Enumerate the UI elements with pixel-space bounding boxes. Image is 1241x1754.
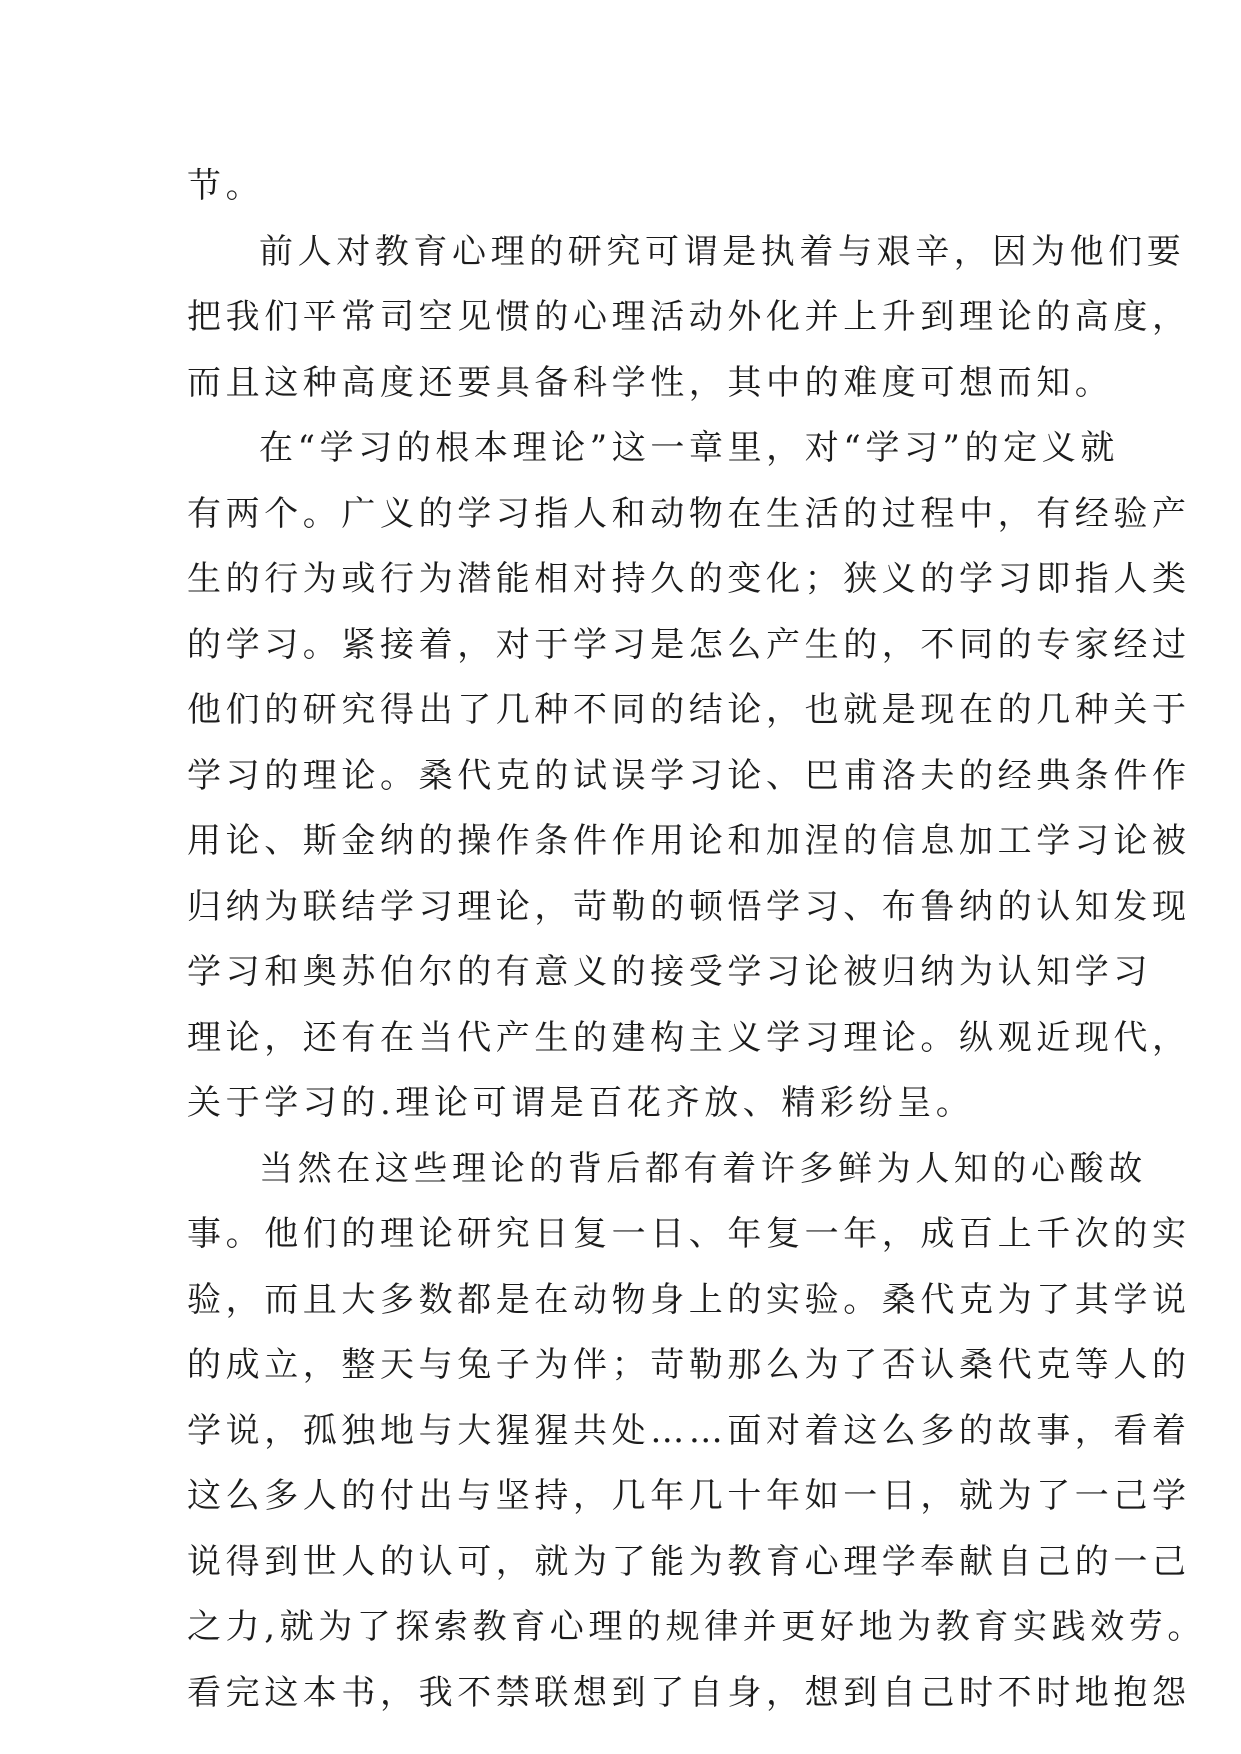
text-line: 而且这种高度还要具备科学性，其中的难度可想而知。: [187, 362, 1114, 403]
text-line: 验，而且大多数都是在动物身上的实验。桑代克为了其学说: [187, 1279, 1191, 1320]
text-line: 用论、斯金纳的操作条件作用论和加涅的信息加工学习论被: [187, 821, 1191, 861]
text-line: 事。他们的理论研究日复一日、年复一年，成百上千次的实: [187, 1214, 1191, 1254]
paragraph-start-line: 在“学习的根本理论”这一章里，对“学习”的定义就: [259, 428, 1119, 468]
text-line: 理论，还有在当代产生的建构主义学习理论。纵观近现代，: [187, 1017, 1191, 1058]
text-line: 的成立，整天与兔子为伴；苛勒那么为了否认桑代克等人的: [187, 1345, 1191, 1385]
paragraph-start-line: 当然在这些理论的背后都有着许多鲜为人知的心酸故: [259, 1148, 1147, 1189]
text-line: 之力,就为了探索教育心理的规律并更好地为教育实践效劳。: [187, 1607, 1207, 1647]
text-line: 归纳为联结学习理论，苛勒的顿悟学习、布鲁纳的认知发现: [187, 886, 1191, 927]
document-body: [187, 154, 1207, 1726]
text-line: 这么多人的付出与坚持，几年几十年如一日，就为了一己学: [187, 1476, 1191, 1516]
text-line: 把我们平常司空见惯的心理活动外化并上升到理论的高度，: [187, 297, 1191, 337]
text-line: 有两个。广义的学习指人和动物在生活的过程中，有经验产: [187, 493, 1191, 534]
text-line: 学说，孤独地与大猩猩共处……面对着这么多的故事，看着: [187, 1410, 1191, 1451]
text-line: 学习的理论。桑代克的试误学习论、巴甫洛夫的经典条件作: [187, 755, 1191, 796]
text-line: 看完这本书，我不禁联想到了自身，想到自己时不时地抱怨: [187, 1672, 1191, 1713]
text-line: 说得到世人的认可，就为了能为教育心理学奉献自己的一己: [187, 1541, 1191, 1582]
text-line: 关于学习的.理论可谓是百花齐放、精彩纷呈。: [187, 1083, 975, 1123]
text-line: 的学习。紧接着，对于学习是怎么产生的，不同的专家经过: [187, 624, 1191, 665]
text-line: 学习和奥苏伯尔的有意义的接受学习论被归纳为认知学习: [187, 952, 1152, 992]
text-line: 节。: [187, 166, 265, 206]
text-line: 生的行为或行为潜能相对持久的变化；狭义的学习即指人类: [187, 559, 1191, 599]
text-line: 他们的研究得出了几种不同的结论，也就是现在的几种关于: [187, 690, 1191, 730]
paragraph-start-line: 前人对教育心理的研究可谓是执着与艰辛，因为他们要: [259, 231, 1186, 272]
